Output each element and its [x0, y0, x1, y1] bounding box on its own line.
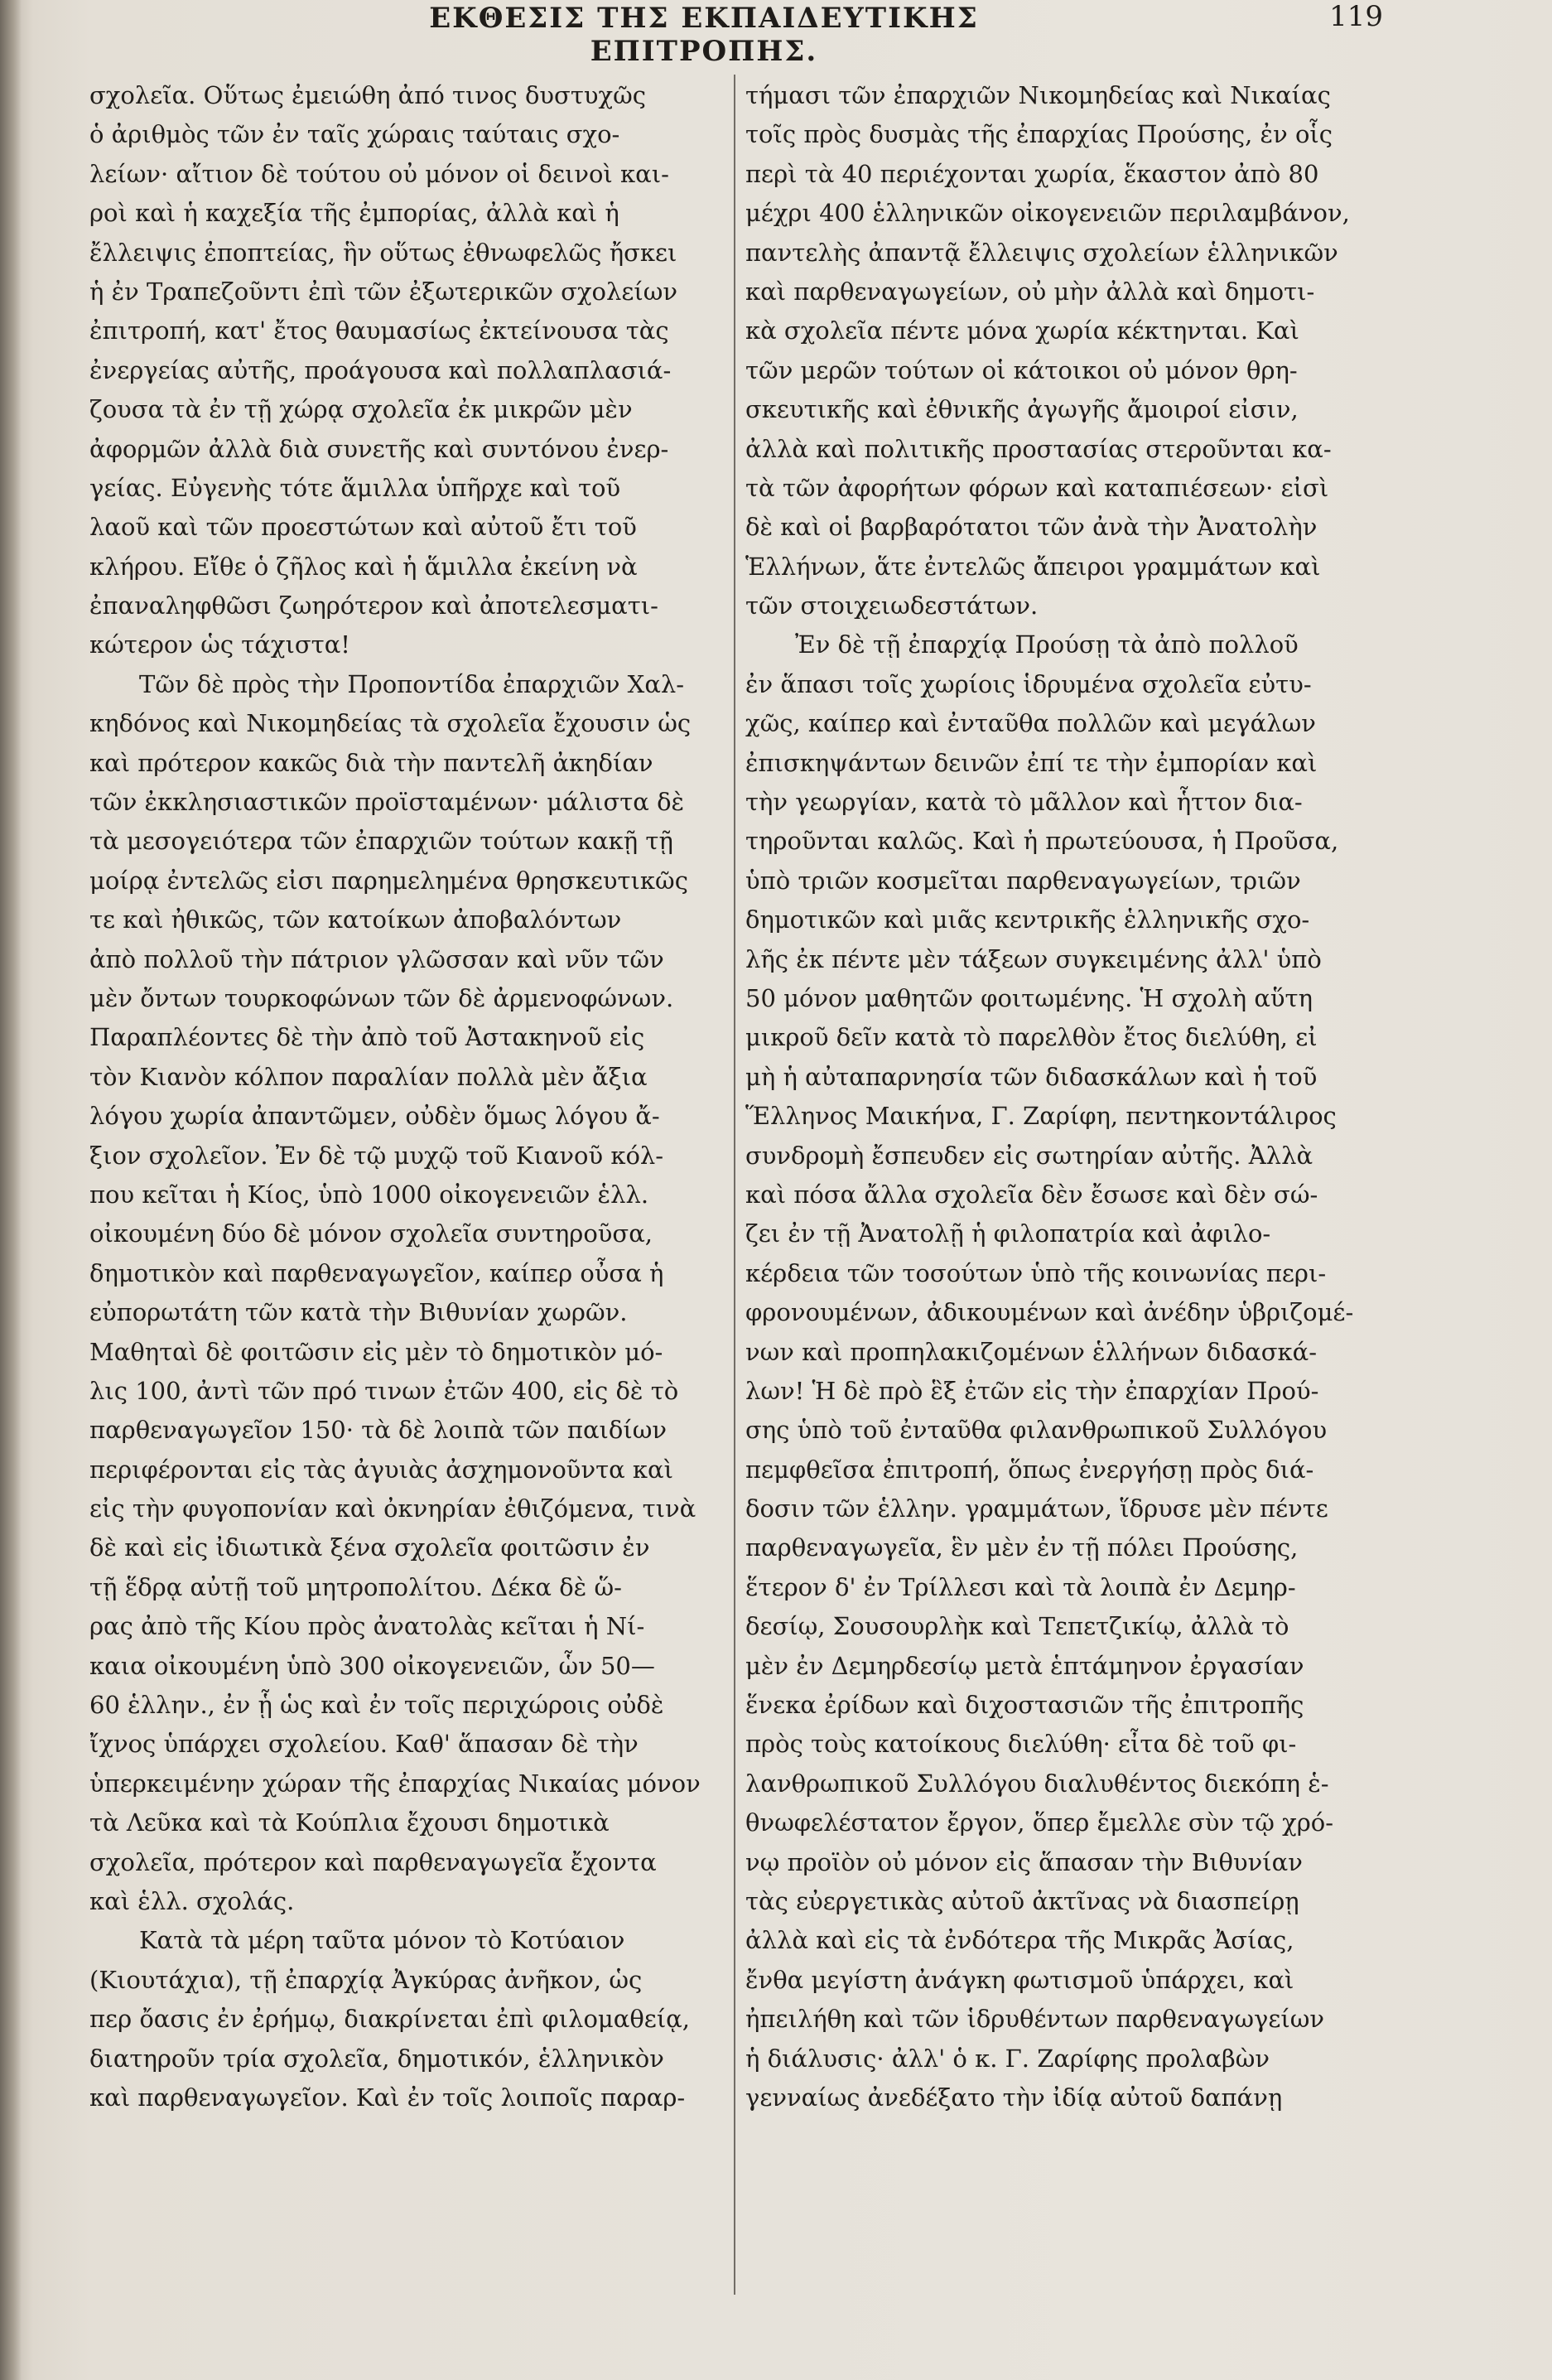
left-text-column: [89, 76, 729, 2117]
right-column-line: ζει ἐν τῇ Ἀνατολῇ ἡ φιλοπατρία καὶ ἀφιλο-: [745, 1219, 1271, 1248]
left-column-line: τὸν Κιανὸν κόλπον παραλίαν πολλὰ μὲν ἄξια: [89, 1062, 648, 1091]
right-column-line: ἕνεκα ἐρίδων καὶ διχοστασιῶν τῆς ἐπιτροπῆς: [745, 1691, 1304, 1720]
right-column-line: τηροῦνται καλῶς. Καὶ ἡ πρωτεύουσα, ἡ Προῦσα,: [745, 827, 1339, 856]
left-column-line: Μαθηταὶ δὲ φοιτῶσιν εἰς μὲν τὸ δημοτικὸν μό-: [89, 1337, 663, 1366]
right-column-line: παρθεναγωγεῖα, ἓν μὲν ἐν τῇ πόλει Προύσης,: [745, 1533, 1299, 1562]
left-column-line: ζουσα τὰ ἐν τῇ χώρᾳ σχολεῖα ἐκ μικρῶν μὲν: [89, 395, 633, 424]
right-column-line: τὴν γεωργίαν, κατὰ τὸ μᾶλλον καὶ ἧττον δια-: [745, 788, 1303, 817]
right-column-line: νῳ προϊὸν οὐ μόνον εἰς ἅπασαν τὴν Βιθυνίαν: [745, 1847, 1303, 1876]
left-column-line: Τῶν δὲ πρὸς τὴν Προποντίδα ἐπαρχιῶν Χαλ-: [139, 669, 685, 698]
right-column-line: καὶ παρθεναγωγείων, οὐ μὴν ἀλλὰ καὶ δημοτι-: [745, 277, 1315, 306]
left-column-line: παρθεναγωγεῖον 150· τὰ δὲ λοιπὰ τῶν παιδίων: [89, 1416, 668, 1445]
page-number: 119: [1329, 0, 1383, 33]
left-column-line: 60 ἑλλην., ἐν ᾗ ὡς καὶ ἐν τοῖς περιχώροις οὐδὲ: [89, 1691, 664, 1720]
right-column-line: καὶ πόσα ἄλλα σχολεῖα δὲν ἔσωσε καὶ δὲν σώ-: [745, 1180, 1318, 1209]
left-column-line: Κατὰ τὰ μέρη ταῦτα μόνον τὸ Κοτύαιον: [139, 1926, 625, 1955]
left-column-line: σχολεῖα, πρότερον καὶ παρθεναγωγεῖα ἔχοντα: [89, 1847, 657, 1876]
right-column-line: τήμασι τῶν ἐπαρχιῶν Νικομηδείας καὶ Νικαίας: [745, 81, 1331, 109]
right-column-line: Ἐν δὲ τῇ ἐπαρχίᾳ Προύσῃ τὰ ἀπὸ πολλοῦ: [795, 630, 1299, 659]
right-column-line: ἐν ἅπασι τοῖς χωρίοις ἱδρυμένα σχολεῖα εὐτυ-: [745, 669, 1312, 698]
left-column-line: εὐπορωτάτη τῶν κατὰ τὴν Βιθυνίαν χωρῶν.: [89, 1298, 628, 1327]
left-column-line: καὶ ἑλλ. σχολάς.: [89, 1886, 295, 1915]
left-column-line: κλήρου. Εἴθε ὁ ζῆλος καὶ ἡ ἅμιλλα ἐκείνη νὰ: [89, 552, 638, 581]
right-column-line: χῶς, καίπερ καὶ ἐνταῦθα πολλῶν καὶ μεγάλων: [745, 709, 1316, 738]
right-column-line: νων καὶ προπηλακιζομένων ἑλλήνων διδασκά-: [745, 1337, 1318, 1366]
left-column-line: ἐπαναληφθῶσι ζωηρότερον καὶ ἀποτελεσματι-: [89, 591, 658, 620]
left-column-line: ρας ἀπὸ τῆς Κίου πρὸς ἀνατολὰς κεῖται ἡ Νί-: [89, 1612, 645, 1641]
left-column-line: καια οἰκουμένη ὑπὸ 300 οἰκογενειῶν, ὧν 50—: [89, 1651, 655, 1680]
right-column-line: παντελὴς ἀπαντᾷ ἔλλειψις σχολείων ἑλληνικῶν: [745, 238, 1338, 267]
left-column-line: ἀπὸ πολλοῦ τὴν πάτριον γλῶσσαν καὶ νῦν τῶν: [89, 944, 664, 973]
left-column-line: διατηροῦν τρία σχολεῖα, δημοτικόν, ἑλληνικὸν: [89, 2044, 664, 2073]
left-column-line: τε καὶ ἠθικῶς, τῶν κατοίκων ἀποβαλόντων: [89, 905, 622, 934]
running-header: [0, 0, 1552, 68]
right-column-line: λανθρωπικοῦ Συλλόγου διαλυθέντος διεκόπη ἑ-: [745, 1769, 1329, 1798]
right-column-line: τῶν μερῶν τούτων οἱ κάτοικοι οὐ μόνον θρη-: [745, 355, 1298, 384]
right-column-line: κὰ σχολεῖα πέντε μόνα χωρία κέκτηνται. Καὶ: [745, 316, 1299, 345]
right-column-line: ἠπειλήθη καὶ τῶν ἱδρυθέντων παρθεναγωγείων: [745, 2005, 1325, 2034]
right-column-line: τὰς εὐεργετικὰς αὐτοῦ ἀκτῖνας νὰ διασπείρῃ: [745, 1886, 1299, 1915]
left-column-line: λις 100, ἀντὶ τῶν πρό τινων ἐτῶν 400, εἰς δὲ τὸ: [89, 1376, 679, 1405]
left-column-line: κηδόνος καὶ Νικομηδείας τὰ σχολεῖα ἔχουσιν ὡς: [89, 709, 692, 738]
left-column-line: σχολεῖα. Οὕτως ἐμειώθη ἀπό τινος δυστυχῶς: [89, 81, 646, 109]
right-column-line: συνδρομὴ ἔσπευδεν εἰς σωτηρίαν αὐτῆς. Ἀλλὰ: [745, 1141, 1313, 1170]
right-column-line: δημοτικῶν καὶ μιᾶς κεντρικῆς ἑλληνικῆς σχο-: [745, 905, 1310, 934]
left-column-line: ἔλλειψις ἐποπτείας, ἣν οὕτως ἐθνωφελῶς ἤσκει: [89, 238, 677, 267]
right-column-line: Ἕλληνος Μαικήνα, Γ. Ζαρίφη, πεντηκοντάλιρος: [745, 1102, 1337, 1131]
right-column-line: ἡ διάλυσις· ἀλλ' ὁ κ. Γ. Ζαρίφης προλαβὼν: [745, 2044, 1270, 2073]
left-column-line: καὶ πρότερον κακῶς διὰ τὴν παντελῆ ἀκηδίαν: [89, 748, 653, 777]
left-column-line: περ ὄασις ἐν ἐρήμῳ, διακρίνεται ἐπὶ φιλομαθείᾳ,: [89, 2005, 690, 2034]
right-column-line: μὴ ἡ αὐταπαρνησία τῶν διδασκάλων καὶ ἡ τοῦ: [745, 1062, 1318, 1091]
left-column-line: ὑπερκειμένην χώραν τῆς ἐπαρχίας Νικαίας μόνον: [89, 1769, 701, 1798]
right-column-line: μὲν ἐν Δεμηρδεσίῳ μετὰ ἑπτάμηνον ἐργασίαν: [745, 1651, 1304, 1680]
left-column-line: δὲ καὶ εἰς ἰδιωτικὰ ξένα σχολεῖα φοιτῶσιν ἐν: [89, 1533, 650, 1562]
left-column-line: γείας. Εὐγενὴς τότε ἅμιλλα ὑπῆρχε καὶ τοῦ: [89, 473, 621, 502]
right-text-column: [745, 76, 1408, 2117]
right-column-line: θνωφελέστατον ἔργον, ὅπερ ἔμελλε σὺν τῷ χρό-: [745, 1808, 1334, 1837]
left-column-line: ἀφορμῶν ἀλλὰ διὰ συνετῆς καὶ συντόνου ἐνερ-: [89, 434, 669, 463]
right-column-line: μέχρι 400 ἑλληνικῶν οἰκογενειῶν περιλαμβάνον,: [745, 199, 1350, 228]
right-column-line: λῆς ἐκ πέντε μὲν τάξεων συγκειμένης ἀλλ' ὑπὸ: [745, 944, 1322, 973]
left-column-line: ἐνεργείας αὐτῆς, προάγουσα καὶ πολλαπλασιά-: [89, 355, 672, 384]
right-column-line: σης ὑπὸ τοῦ ἐνταῦθα φιλανθρωπικοῦ Συλλόγου: [745, 1416, 1328, 1445]
left-column-line: τῇ ἕδρᾳ αὐτῇ τοῦ μητροπολίτου. Δέκα δὲ ὥ-: [89, 1572, 622, 1601]
right-column-line: σκευτικῆς καὶ ἐθνικῆς ἀγωγῆς ἄμοιροί εἰσιν,: [745, 395, 1299, 424]
left-column-line: τῶν ἐκκλησιαστικῶν προϊσταμένων· μάλιστα δὲ: [89, 788, 685, 817]
right-column-line: ἀλλὰ καὶ εἰς τὰ ἐνδότερα τῆς Μικρᾶς Ἀσίας,: [745, 1926, 1294, 1955]
left-column-line: Παραπλέοντες δὲ τὴν ἀπὸ τοῦ Ἀστακηνοῦ εἰς: [89, 1023, 645, 1052]
left-column-line: ροὶ καὶ ἡ καχεξία τῆς ἐμπορίας, ἀλλὰ καὶ ἡ: [89, 199, 619, 228]
right-column-line: περὶ τὰ 40 περιέχονται χωρία, ἕκαστον ἀπὸ 80: [745, 159, 1319, 188]
book-spine-shadow: [0, 0, 22, 2380]
left-column-line: εἰς τὴν φυγοπονίαν καὶ ὀκνηρίαν ἐθιζόμενα, τινὰ: [89, 1494, 696, 1523]
right-column-line: ἕτερον δ' ἐν Τρίλλεσι καὶ τὰ λοιπὰ ἐν Δεμηρ-: [745, 1572, 1296, 1601]
left-column-line: περιφέρονται εἰς τὰς ἀγυιὰς ἀσχημονοῦντα καὶ: [89, 1455, 673, 1484]
right-column-line: ὑπὸ τριῶν κοσμεῖται παρθεναγωγείων, τριῶν: [745, 866, 1301, 895]
right-column-line: 50 μόνον μαθητῶν φοιτωμένης. Ἡ σχολὴ αὕτη: [745, 983, 1313, 1012]
right-column-line: ἀλλὰ καὶ πολιτικῆς προστασίας στεροῦνται κα-: [745, 434, 1332, 463]
left-column-line: τὰ Λεῦκα καὶ τὰ Κούπλια ἔχουσι δημοτικὰ: [89, 1808, 610, 1837]
left-column-line: ὁ ἀριθμὸς τῶν ἐν ταῖς χώραις ταύταις σχο-: [89, 120, 620, 149]
right-column-line: δὲ καὶ οἱ βαρβαρότατοι τῶν ἀνὰ τὴν Ἀνατολὴν: [745, 513, 1318, 542]
right-column-line: τὰ τῶν ἀφορήτων φόρων καὶ καταπιέσεων· εἰσὶ: [745, 473, 1329, 502]
left-column-line: μοίρᾳ ἐντελῶς εἰσι παρημελημένα θρησκευτικῶς: [89, 866, 688, 895]
left-column-line: ἡ ἐν Τραπεζοῦντι ἐπὶ τῶν ἐξωτερικῶν σχολείων: [89, 277, 678, 306]
right-column-line: κέρδεια τῶν τοσούτων ὑπὸ τῆς κοινωνίας περι-: [745, 1258, 1327, 1287]
left-column-line: λείων· αἴτιον δὲ τούτου οὐ μόνον οἱ δεινοὶ και-: [89, 159, 669, 188]
left-column-line: που κεῖται ἡ Κίος, ὑπὸ 1000 οἰκογενειῶν ἑλλ.: [89, 1180, 649, 1209]
left-column-line: μὲν ὄντων τουρκοφώνων τῶν δὲ ἀρμενοφώνων.: [89, 983, 674, 1012]
right-column-line: ἔνθα μεγίστη ἀνάγκη φωτισμοῦ ὑπάρχει, καὶ: [745, 1965, 1294, 1994]
left-column-line: τὰ μεσογειότερα τῶν ἐπαρχιῶν τούτων κακῇ τῇ: [89, 827, 673, 856]
left-column-line: ἐπιτροπή, κατ' ἔτος θαυμασίως ἐκτείνουσα τὰς: [89, 316, 669, 345]
left-column-line: (Κιουτάχια), τῇ ἐπαρχίᾳ Ἀγκύρας ἀνῆκον, ὡς: [89, 1965, 643, 1994]
left-column-line: κώτερον ὡς τάχιστα!: [89, 630, 350, 659]
right-column-line: λων! Ἡ δὲ πρὸ ἓξ ἐτῶν εἰς τὴν ἐπαρχίαν Πρού-: [745, 1376, 1319, 1405]
right-column-line: πεμφθεῖσα ἐπιτροπή, ὅπως ἐνεργήσῃ πρὸς διά-: [745, 1455, 1314, 1484]
left-column-line: ξιον σχολεῖον. Ἐν δὲ τῷ μυχῷ τοῦ Κιανοῦ κόλ-: [89, 1141, 664, 1170]
running-head-title: ΕΚΘΕΣΙΣ ΤΗΣ ΕΚΠΑΙΔΕΥΤΙΚΗΣ ΕΠΙΤΡΟΠΗΣ.: [429, 2, 979, 68]
right-column-line: πρὸς τοὺς κατοίκους διελύθη· εἶτα δὲ τοῦ φι-: [745, 1730, 1297, 1759]
left-column-line: ἴχνος ὑπάρχει σχολείου. Καθ' ἅπασαν δὲ τὴν: [89, 1730, 639, 1759]
left-column-line: δημοτικὸν καὶ παρθεναγωγεῖον, καίπερ οὖσα ἡ: [89, 1258, 664, 1287]
right-column-line: γενναίως ἀνεδέξατο τὴν ἰδίᾳ αὐτοῦ δαπάνῃ: [745, 2083, 1283, 2112]
left-column-line: λόγου χωρία ἀπαντῶμεν, οὐδὲν ὅμως λόγου ἄ-: [89, 1102, 660, 1131]
right-column-line: δεσίῳ, Σουσουρλὴκ καὶ Τεπετζικίῳ, ἀλλὰ τὸ: [745, 1612, 1289, 1641]
column-divider-rule: [734, 75, 735, 2295]
left-column-line: καὶ παρθεναγωγεῖον. Καὶ ἐν τοῖς λοιποῖς παραρ-: [89, 2083, 686, 2112]
right-column-line: Ἑλλήνων, ἅτε ἐντελῶς ἄπειροι γραμμάτων καὶ: [745, 552, 1321, 581]
left-column-line: λαοῦ καὶ τῶν προεστώτων καὶ αὐτοῦ ἔτι τοῦ: [89, 513, 637, 542]
left-column-line: οἰκουμένη δύο δὲ μόνον σχολεῖα συντηροῦσα,: [89, 1219, 653, 1248]
right-column-line: ἐπισκηψάντων δεινῶν ἐπί τε τὴν ἐμπορίαν καὶ: [745, 748, 1318, 777]
right-column-line: τῶν στοιχειωδεστάτων.: [745, 591, 1039, 620]
right-column-line: δοσιν τῶν ἑλλην. γραμμάτων, ἵδρυσε μὲν πέντε: [745, 1494, 1328, 1523]
right-column-line: φρονουμένων, ἀδικουμένων καὶ ἀνέδην ὑβριζομέ-: [745, 1298, 1354, 1327]
right-column-line: τοῖς πρὸς δυσμὰς τῆς ἐπαρχίας Προύσης, ἐν οἷς: [745, 120, 1333, 149]
right-column-line: μικροῦ δεῖν κατὰ τὸ παρελθὸν ἔτος διελύθη, εἰ: [745, 1023, 1318, 1052]
